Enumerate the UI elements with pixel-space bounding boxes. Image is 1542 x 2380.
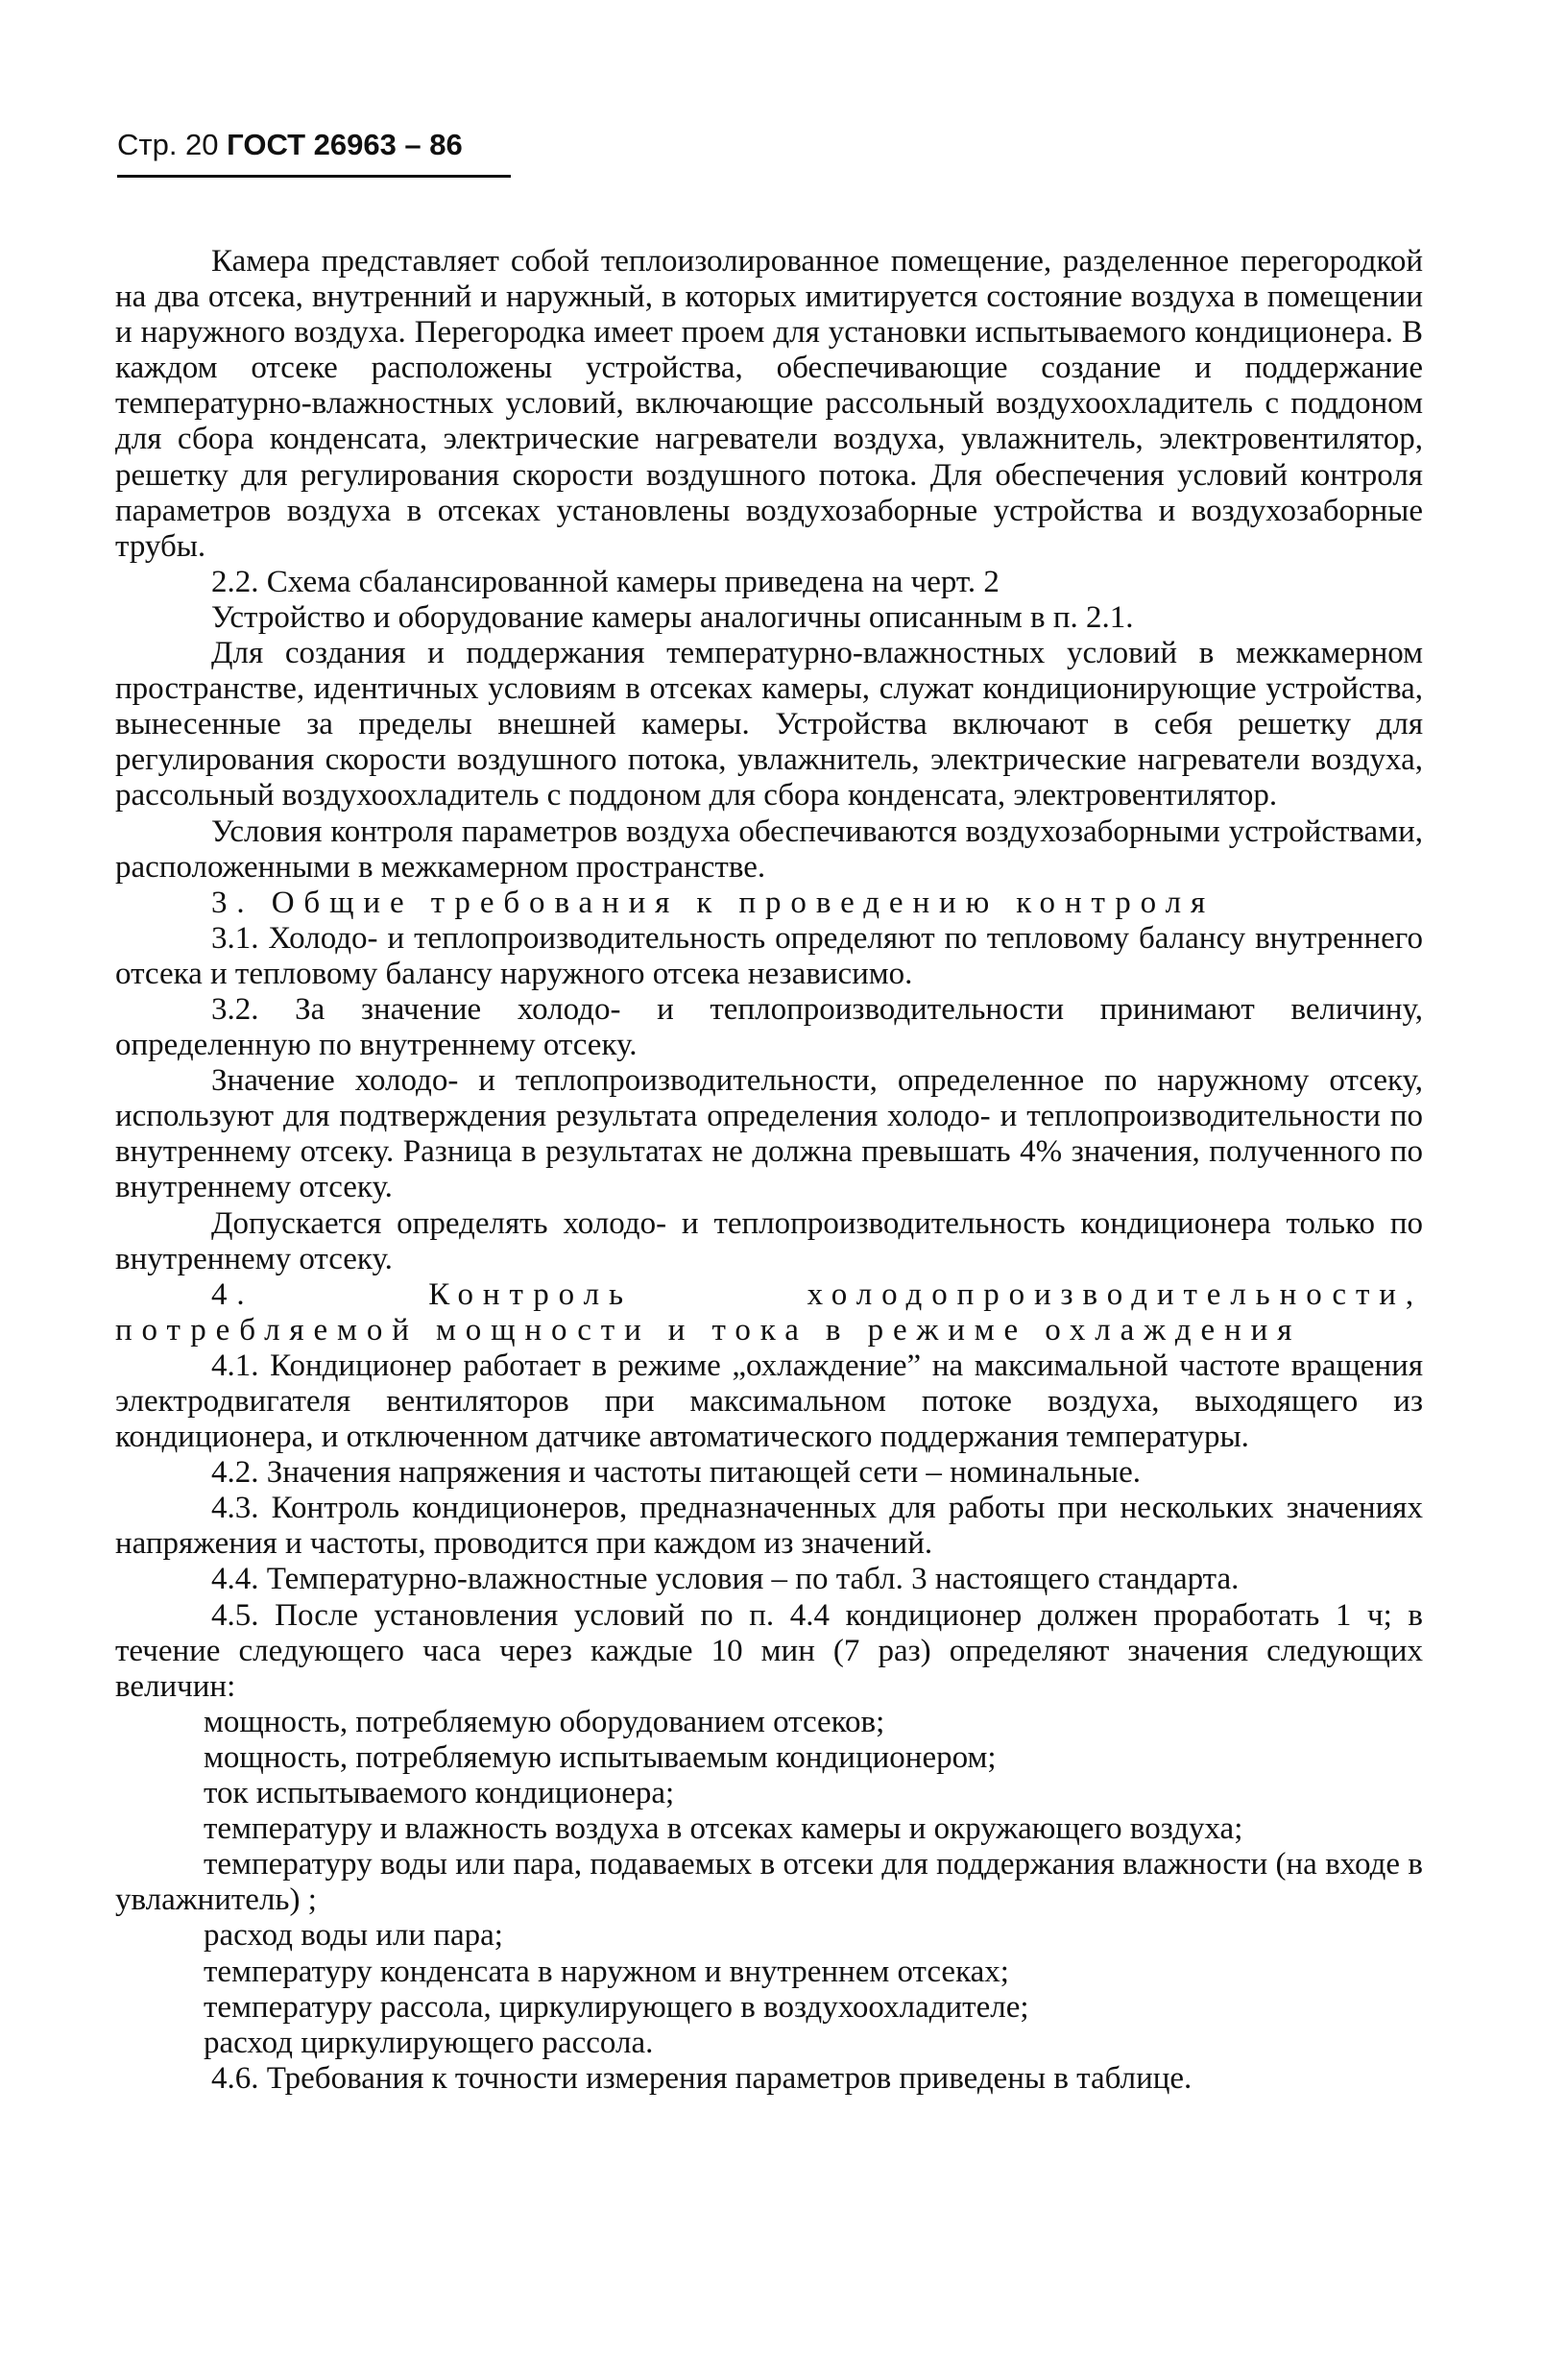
header-rule — [117, 175, 511, 178]
paragraph-camera-description: Камера представляет собой теплоизолированное помещение, разделенное перегородкой на два отсека, внутренний и наружный, в которых имитируется состояние воздуха в помещении и наружного воздуха. Перегородка имеет проем для установки испытываемого кондиционера. В каждом отсеке расположены устройства, обеспечивающие создание и поддержание температурно-влажностных условий, включающие рассольный воздухоохладитель с поддоном для сбора конденсата, электрические нагреватели воздуха, увлажнитель, электровентилятор, решетку для регулирования скорости воздушного потока. Для обеспечения условий контроля параметров воздуха в отсеках установлены воздухозаборные устройства и воздухозаборные трубы. — [115, 244, 1423, 564]
paragraph-4-6: 4.6. Требования к точности измерения параметров приведены в таблице. — [211, 2060, 1193, 2096]
section-heading-3: 3. Общие требования к проведению контроля — [211, 885, 1216, 920]
list-item: температуру конденсата в наружном и внутреннем отсеках; — [204, 1954, 1009, 1989]
standard-number: ГОСТ 26963 – 86 — [227, 128, 463, 161]
paragraph-3-2: 3.2. За значение холодо- и теплопроизводительности принимают величину, определенную по внутреннему отсеку. — [115, 991, 1423, 1063]
paragraph-4-4: 4.4. Температурно-влажностные условия – по табл. 3 настоящего стандарта. — [211, 1562, 1240, 1597]
page-number: Стр. 20 — [117, 128, 219, 161]
list-item: мощность, потребляемую испытываемым кондиционером; — [204, 1739, 997, 1775]
paragraph-outer-compartment: Значение холодо- и теплопроизводительности, определенное по наружному отсеку, используют для подтверждения результата определения холодо- и теплопроизводительности по внутреннему отсеку. Разница в результатах не должна превышать 4% значения, полученного по внутреннему отсеку. — [115, 1063, 1423, 1205]
list-item: расход воды или пара; — [204, 1918, 503, 1954]
list-item: температуру и влажность воздуха в отсеках камеры и окружающего воздуха; — [204, 1811, 1243, 1847]
document-body — [115, 244, 1423, 2097]
running-header — [117, 127, 463, 163]
list-item: ток испытываемого кондиционера; — [204, 1776, 675, 1811]
paragraph-4-3: 4.3. Контроль кондиционеров, предназначенных для работы при нескольких значениях напряжения и частоты, проводится при каждом из значений. — [115, 1491, 1423, 1562]
paragraph-equipment: Устройство и оборудование камеры аналогичны описанным в п. 2.1. — [211, 599, 1134, 635]
paragraph-4-2: 4.2. Значения напряжения и частоты питающей сети – номинальные. — [211, 1455, 1142, 1491]
section-heading-4: 4. Контроль холодопроизводительности, потребляемой мощности и тока в режиме охлаждения — [115, 1276, 1423, 1348]
paragraph-allowance: Допускается определять холодо- и теплопроизводительность кондиционера только по внутреннему отсеку. — [115, 1205, 1423, 1276]
paragraph-2-2: 2.2. Схема сбалансированной камеры приведена на черт. 2 — [211, 564, 1000, 599]
list-item: мощность, потребляемую оборудованием отсеков; — [204, 1704, 885, 1739]
paragraph-3-1: 3.1. Холодо- и теплопроизводительность определяют по тепловому балансу внутреннего отсека и тепловому балансу наружного отсека независимо. — [115, 920, 1423, 991]
paragraph-interchamber-conditions: Для создания и поддержания температурно-влажностных условий в межкамерном пространстве, идентичных условиям в отсеках камеры, служат кондиционирующие устройства, вынесенные за пределы внешней камеры. Устройства включают в себя решетку для регулирования скорости воздушного потока, увлажнитель, электрические нагреватели воздуха, рассольный воздухоохладитель с поддоном для сбора конденсата, электровентилятор. — [115, 636, 1423, 814]
list-item: температуру воды или пара, подаваемых в отсеки для поддержания влажности (на входе в увлажнитель) ; — [115, 1847, 1423, 1918]
list-item: расход циркулирующего рассола. — [204, 2025, 654, 2060]
paragraph-4-5: 4.5. После установления условий по п. 4.4 кондиционер должен проработать 1 ч; в течение следующего часа через каждые 10 мин (7 раз) определяют значения следующих величин: — [115, 1597, 1423, 1704]
list-item: температуру рассола, циркулирующего в воздухоохладителе; — [204, 1989, 1029, 2025]
paragraph-air-control: Условия контроля параметров воздуха обеспечиваются воздухозаборными устройствами, расположенными в межкамерном пространстве. — [115, 814, 1423, 885]
paragraph-4-1: 4.1. Кондиционер работает в режиме „охлаждение” на максимальной частоте вращения электродвигателя вентиляторов при максимальном потоке воздуха, выходящего из кондиционера, и отключенном датчике автоматического поддержания температуры. — [115, 1348, 1423, 1455]
